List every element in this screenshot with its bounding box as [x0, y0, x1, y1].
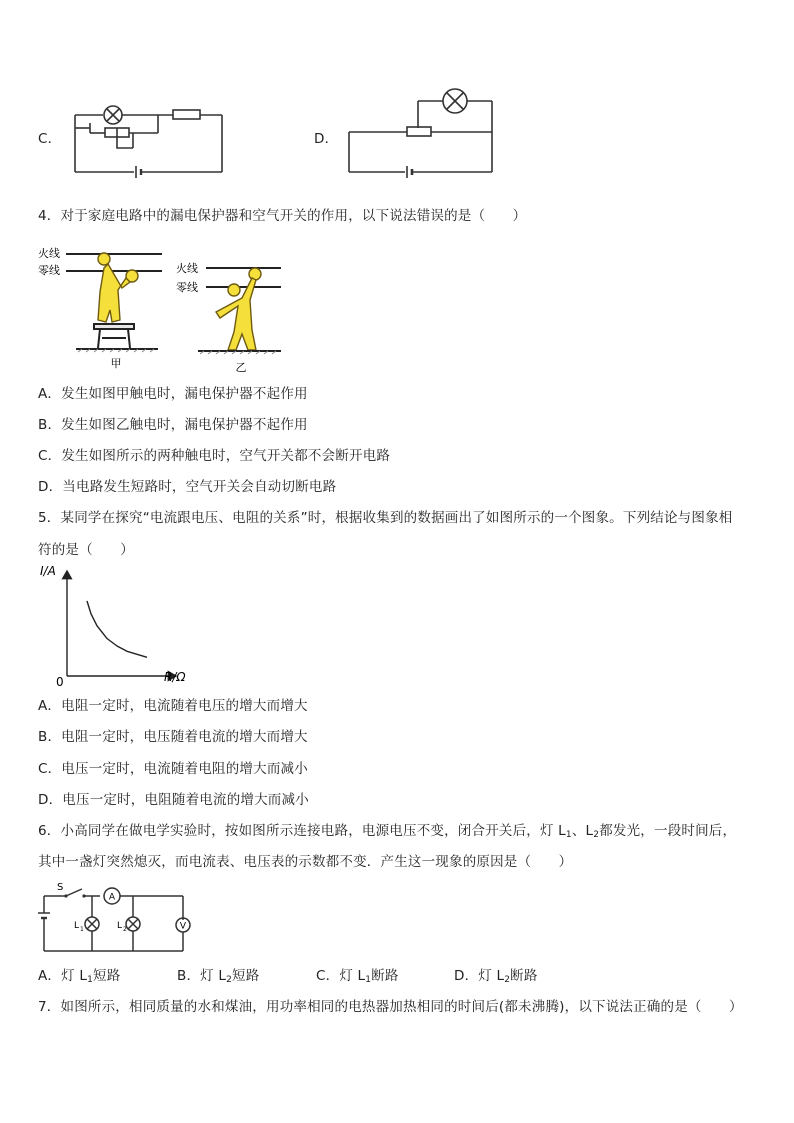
q3-option-c-circuit: [70, 100, 230, 180]
q4-stem: 4．对于家庭电路中的漏电保护器和空气开关的作用，以下说法错误的是（ ）: [38, 208, 527, 224]
q3-option-d-label: D．: [314, 131, 339, 147]
q5-series-group: [87, 601, 147, 657]
q4-option-d: D．当电路发生短路时，空气开关会自动切断电路: [38, 479, 337, 495]
series-line-0: [87, 601, 147, 657]
q5-stem-line1: 5．某同学在探究“电流跟电压、电阻的关系”时，根据收集到的数据画出了如图所示的一个图象。下列结论与图象相: [38, 510, 733, 526]
person-yi-icon: [216, 268, 261, 350]
x-axis-label: R/Ω: [164, 670, 186, 684]
q5-option-b: B．电阻一定时，电压随着电流的增大而增大: [38, 729, 308, 745]
q4-option-b: B．发生如图乙触电时，漏电保护器不起作用: [38, 417, 308, 433]
q6-option-d: D．灯 $L_2$断路: [454, 968, 538, 985]
q6-stem-sub1: 1: [565, 830, 572, 840]
q6-stem-part-c: 都发光，一段时间后，: [599, 823, 737, 839]
q5-option-d: D．电压一定时，电阻随着电流的增大而减小: [38, 792, 309, 808]
q7-stem: 7．如图所示，相同质量的水和煤油，用功率相同的电热器加热相同的时间后(都未沸腾)，以下说法正确的是（ ）: [38, 999, 743, 1015]
origin-label: 0: [56, 675, 64, 689]
q5-stem-line2: 符的是（ ）: [38, 542, 134, 558]
q5-option-a: A．电阻一定时，电流随着电压的增大而增大: [38, 698, 308, 714]
q4-option-a: A．发生如图甲触电时，漏电保护器不起作用: [38, 386, 308, 402]
q6-stem-part-a: 6．小高同学在做电学实验时，按如图所示连接电路，电源电压不变，闭合开关后，灯 L: [38, 823, 566, 839]
lamp1-sub: 1: [80, 926, 84, 933]
q6-stem-sub2: 2: [593, 830, 600, 840]
q6-circuit-figure: [38, 880, 198, 958]
q3-option-d-circuit: [345, 88, 500, 180]
caption-yi: 乙: [235, 361, 247, 374]
lamp2-sub: 2: [123, 926, 127, 933]
q5-option-c: C．电压一定时，电流随着电阻的增大而减小: [38, 761, 308, 777]
q4-option-c: C．发生如图所示的两种触电时，空气开关都不会断开电路: [38, 448, 391, 464]
neutral-wire-label-right: 零线: [176, 281, 198, 294]
switch-label: S: [57, 882, 64, 893]
live-wire-label-right: 火线: [176, 262, 198, 275]
q6-option-c: C．灯 $L_1$断路: [316, 968, 399, 985]
voltmeter-icon: V: [179, 921, 187, 932]
caption-jia: 甲: [110, 357, 122, 370]
q5-current-resistance-chart: [38, 563, 218, 688]
lamp2-label: L: [117, 921, 123, 931]
q3-option-c-label: C．: [38, 131, 62, 147]
person-jia-icon: [98, 253, 138, 322]
q6-option-b: B．灯 $L_2$短路: [177, 968, 260, 985]
y-axis-label: I/A: [40, 564, 56, 578]
q6-stem-line1: [38, 822, 736, 844]
live-wire-label-left: 火线: [38, 247, 60, 260]
q6-stem-line2: 其中一盏灯突然熄灭，而电流表、电压表的示数都不变．产生这一现象的原因是（ ）: [38, 854, 573, 870]
q4-electric-shock-figure: [38, 240, 288, 376]
q6-option-a: A．灯 $L_1$短路: [38, 968, 121, 985]
lamp1-label: L: [74, 921, 80, 931]
q6-stem-part-b: 、L: [571, 823, 594, 839]
ammeter-icon: A: [108, 892, 116, 903]
neutral-wire-label-left: 零线: [38, 264, 60, 277]
